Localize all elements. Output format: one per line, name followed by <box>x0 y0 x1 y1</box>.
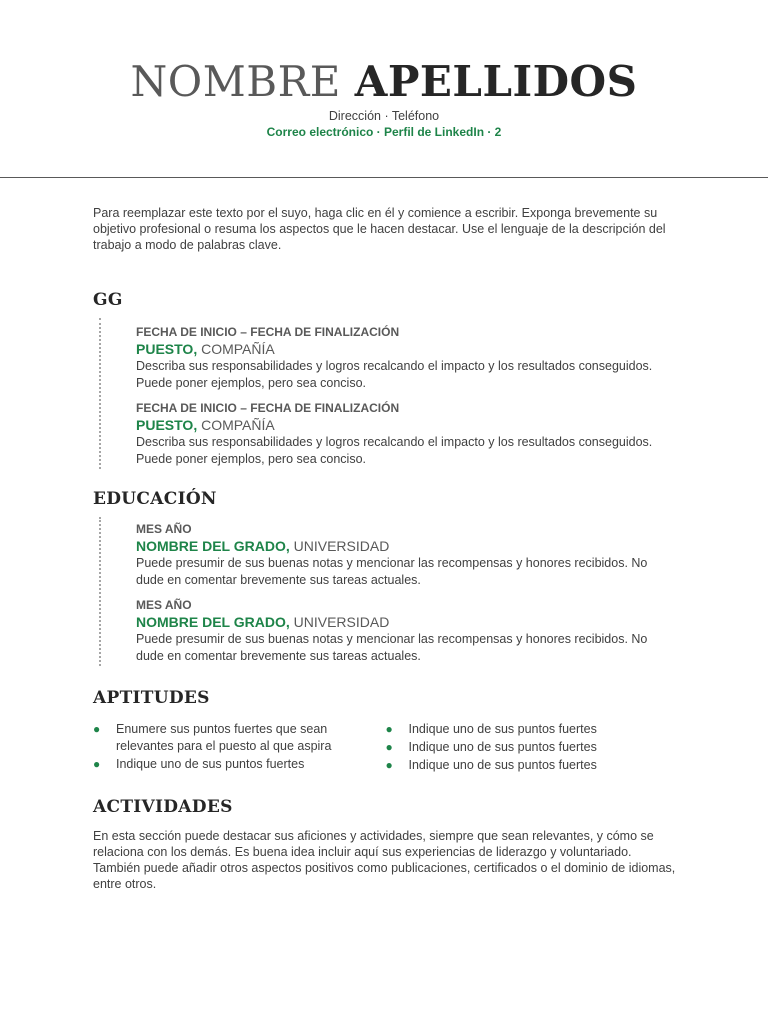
education-entry <box>136 598 678 664</box>
green-bullet-icon: ● <box>93 722 101 736</box>
skills-heading: APTITUDES <box>93 688 210 708</box>
skill-item: ● Indique uno de sus puntos fuertes <box>93 756 305 771</box>
green-bullet-icon: ● <box>385 758 393 772</box>
skills-column-right <box>386 721 679 775</box>
entry-description: Puede presumir de sus buenas notas y mencionar las recompensas y honores recibidos. No dude en comentar brevemente sus tareas actuales. <box>136 632 648 663</box>
education-heading: EDUCACIÓN <box>93 489 217 509</box>
skill-item: ● Indique uno de sus puntos fuertes <box>385 722 597 736</box>
first-name: NOMBRE <box>130 57 341 106</box>
experience-entry <box>136 401 678 467</box>
entry-degree: NOMBRE DEL GRADO, <box>136 614 290 630</box>
skill-item: ● Indique uno de sus puntos fuertes <box>385 758 597 772</box>
experience-heading: GG <box>93 290 123 310</box>
activities-text: En esta sección puede destacar sus aficiones y actividades, siempre que sean relevantes, y cómo se relaciona con los demás. Es buena idea incluir aquí sus experiencias de liderazgo y voluntariado. También puede añadir otros aspectos positivos como publicaciones, certificados o el dominio de idiomas, entre otros. <box>93 829 676 891</box>
entry-dates: FECHA DE INICIO – FECHA DE FINALIZACIÓN <box>136 325 400 339</box>
skills-list <box>93 721 678 775</box>
entry-description: Describa sus responsabilidades y logros recalcando el impacto y los resultados conseguidos. Puede poner ejemplos, pero sea conciso. <box>136 359 653 390</box>
green-bullet-icon: ● <box>93 756 101 771</box>
skills-column-left <box>93 721 386 775</box>
green-bullet-icon: ● <box>385 740 393 754</box>
skill-item: ● Indique uno de sus puntos fuertes <box>385 740 597 754</box>
entry-title <box>136 416 678 434</box>
resume-body <box>93 205 678 892</box>
entry-title <box>136 340 678 358</box>
education-timeline <box>93 517 678 666</box>
education-entry <box>136 522 678 588</box>
entry-company: COMPAÑÍA <box>201 417 275 433</box>
contact-info: Dirección · Teléfono <box>328 109 440 123</box>
experience-timeline <box>93 318 678 469</box>
entry-dates: MES AÑO <box>136 598 192 612</box>
last-name: APELLIDOS <box>354 57 638 106</box>
objective-text: Para reemplazar este texto por el suyo, haga clic en él y comience a escribir. Exponga brevemente su objetivo profesional o resuma los aspectos que le hacen destacar. Use el lenguaje de la descripción del trabajo a modo de palabras clave. <box>93 206 666 252</box>
entry-title <box>136 613 678 631</box>
skill-item: ● Enumere sus puntos fuertes que sean relevantes para el puesto al que aspira <box>93 722 332 753</box>
green-bullet-icon: ● <box>385 722 393 736</box>
full-name <box>0 56 768 108</box>
activities-heading: ACTIVIDADES <box>93 797 233 817</box>
entry-school: UNIVERSIDAD <box>293 538 390 554</box>
entry-role: PUESTO, <box>136 341 198 357</box>
entry-description: Puede presumir de sus buenas notas y mencionar las recompensas y honores recibidos. No dude en comentar brevemente sus tareas actuales. <box>136 556 648 587</box>
experience-entry <box>136 325 678 391</box>
entry-degree: NOMBRE DEL GRADO, <box>136 538 290 554</box>
entry-title <box>136 537 678 555</box>
entry-description: Describa sus responsabilidades y logros recalcando el impacto y los resultados conseguidos. Puede poner ejemplos, pero sea conciso. <box>136 435 653 466</box>
resume-header <box>0 0 768 178</box>
entry-role: PUESTO, <box>136 417 198 433</box>
contact-links: Correo electrónico · Perfil de LinkedIn · 2 <box>266 125 502 139</box>
entry-dates: FECHA DE INICIO – FECHA DE FINALIZACIÓN <box>136 401 400 415</box>
entry-dates: MES AÑO <box>136 522 192 536</box>
entry-company: COMPAÑÍA <box>201 341 275 357</box>
entry-school: UNIVERSIDAD <box>293 614 390 630</box>
